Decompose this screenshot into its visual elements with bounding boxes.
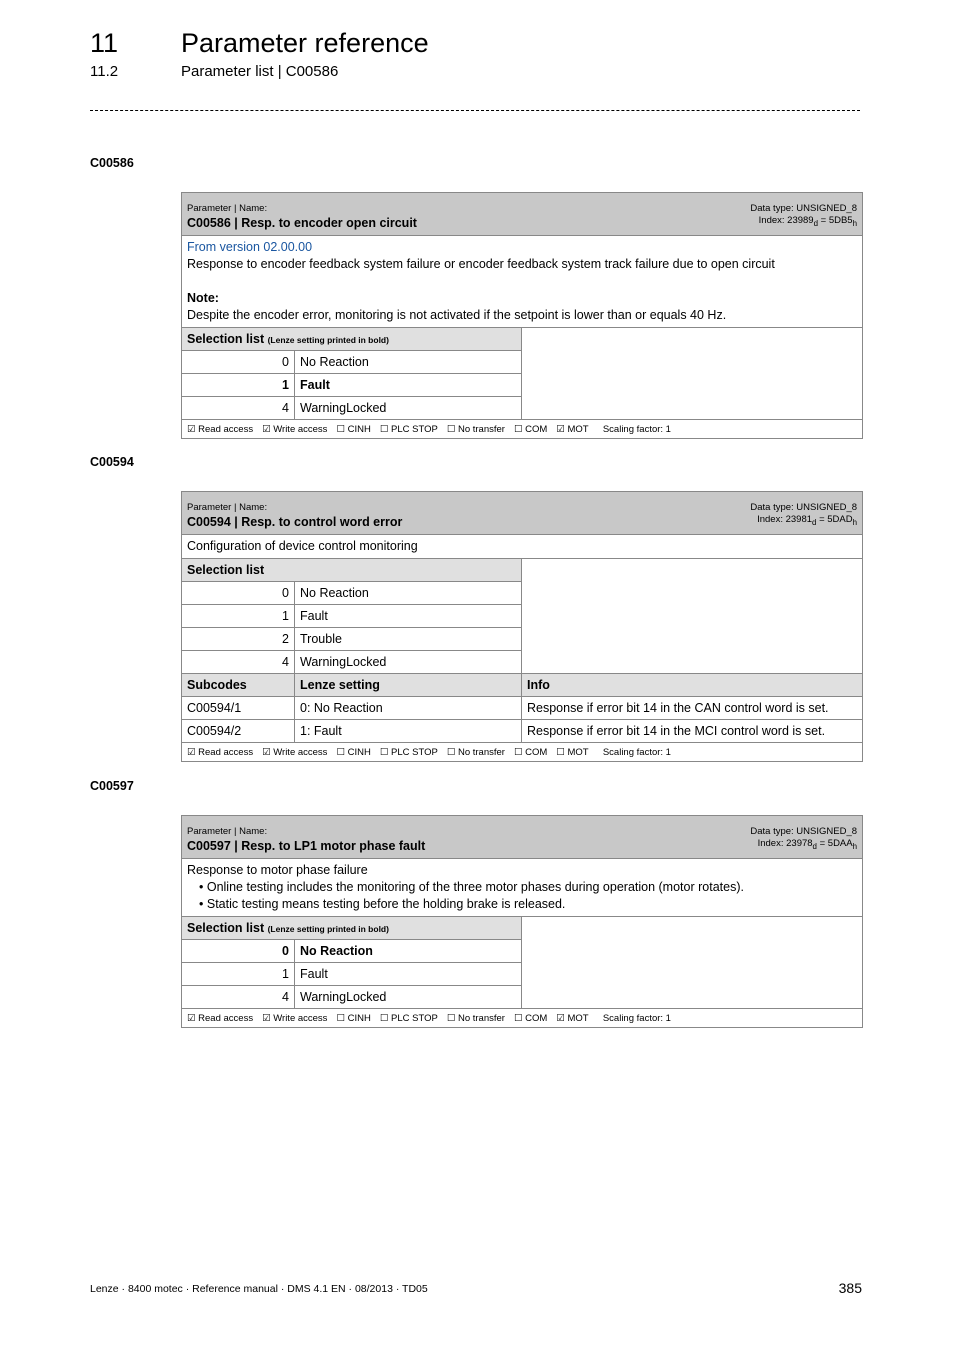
option-row: 0 No Reaction <box>182 351 863 374</box>
option-row: 0 No Reaction <box>182 940 863 963</box>
param-label-c00594: C00594 <box>90 455 134 469</box>
option-row: 2 Trouble <box>182 628 863 651</box>
param-label-c00586: C00586 <box>90 156 134 170</box>
selection-list-header: Selection list <box>182 559 522 582</box>
param-table-c00586 <box>181 192 863 439</box>
param-index: Index: $23978_d = 5DAA_h$ <box>757 838 858 851</box>
bullet-item: • Static testing means testing before the holding brake is released. <box>199 896 857 913</box>
subcode-row: C00594/2 1: Fault Response if error bit 14 in the MCI control word is set. <box>182 720 863 743</box>
header-label: Parameter | Name: <box>187 502 268 513</box>
param-table-c00597 <box>181 815 863 1028</box>
param-description <box>182 236 863 328</box>
page-number: 385 <box>838 1280 862 1296</box>
param-description: Configuration of device control monitoring <box>182 535 863 559</box>
option-row: 1 Fault <box>182 374 863 397</box>
note-text: Despite the encoder error, monitoring is not activated if the setpoint is lower than or equals 40 Hz. <box>187 308 727 322</box>
param-index: Index: $23981_d = 5DAD_h$ <box>757 514 858 527</box>
option-row: 0 No Reaction <box>182 582 863 605</box>
version-link[interactable]: From version 02.00.00 <box>187 240 313 254</box>
param-table-c00594 <box>181 491 863 762</box>
selection-list-header: Selection list (Lenze setting printed in bold) <box>182 917 522 940</box>
param-label-c00597: C00597 <box>90 779 134 793</box>
option-row: 1 Fault <box>182 963 863 986</box>
header-divider <box>90 110 860 111</box>
note-label: Note: <box>187 291 219 305</box>
data-type: Data type: UNSIGNED_8 <box>750 203 857 214</box>
data-type: Data type: UNSIGNED_8 <box>750 502 858 513</box>
param-name: C00586 | Resp. to encoder open circuit <box>187 216 417 230</box>
selection-list-header: Selection list (Lenze setting printed in bold) <box>182 328 522 351</box>
description-text: Response to encoder feedback system failure or encoder feedback system track failure due to open circuit <box>187 257 775 271</box>
section-number: 11.2 <box>90 63 119 80</box>
subcodes-header: Subcodes Lenze setting Info <box>182 674 863 697</box>
section-title: Parameter list | C00586 <box>181 63 339 80</box>
param-header <box>182 193 863 236</box>
option-row: 4 WarningLocked <box>182 397 863 420</box>
footer-doc-info: Lenze · 8400 motec · Reference manual · DMS 4.1 EN · 08/2013 · TD05 <box>90 1283 428 1295</box>
chapter-title: Parameter reference <box>181 28 429 58</box>
param-header <box>182 492 863 535</box>
description-text: Response to motor phase failure <box>187 863 368 877</box>
subcode-row: C00594/1 0: No Reaction Response if error bit 14 in the CAN control word is set. <box>182 697 863 720</box>
param-name: C00594 | Resp. to control word error <box>187 515 403 529</box>
chapter-number: 11 <box>90 28 119 58</box>
option-row: 4 WarningLocked <box>182 651 863 674</box>
access-flags: ☑ Read access ☑ Write access ☐ CINH ☐ PLC STOP ☐ No transfer ☐ COM ☑ MOT Scaling factor: 1 <box>182 420 863 439</box>
header-label: Parameter | Name: <box>187 826 268 837</box>
header-label: Parameter | Name: <box>187 203 268 214</box>
access-flags: ☑ Read access ☑ Write access ☐ CINH ☐ PLC STOP ☐ No transfer ☐ COM ☑ MOT Scaling factor: 1 <box>182 1009 863 1028</box>
option-row: 1 Fault <box>182 605 863 628</box>
data-type: Data type: UNSIGNED_8 <box>750 826 858 837</box>
param-index: Index: $23989_d = 5DB5_h$ <box>758 215 857 228</box>
option-row: 4 WarningLocked <box>182 986 863 1009</box>
bullet-item: • Online testing includes the monitoring of the three motor phases during operation (motor rotates). <box>199 879 857 896</box>
param-description <box>182 859 863 917</box>
access-flags: ☑ Read access ☑ Write access ☐ CINH ☐ PLC STOP ☐ No transfer ☐ COM ☐ MOT Scaling factor: 1 <box>182 743 863 762</box>
param-name: C00597 | Resp. to LP1 motor phase fault <box>187 839 426 853</box>
param-header <box>182 816 863 859</box>
